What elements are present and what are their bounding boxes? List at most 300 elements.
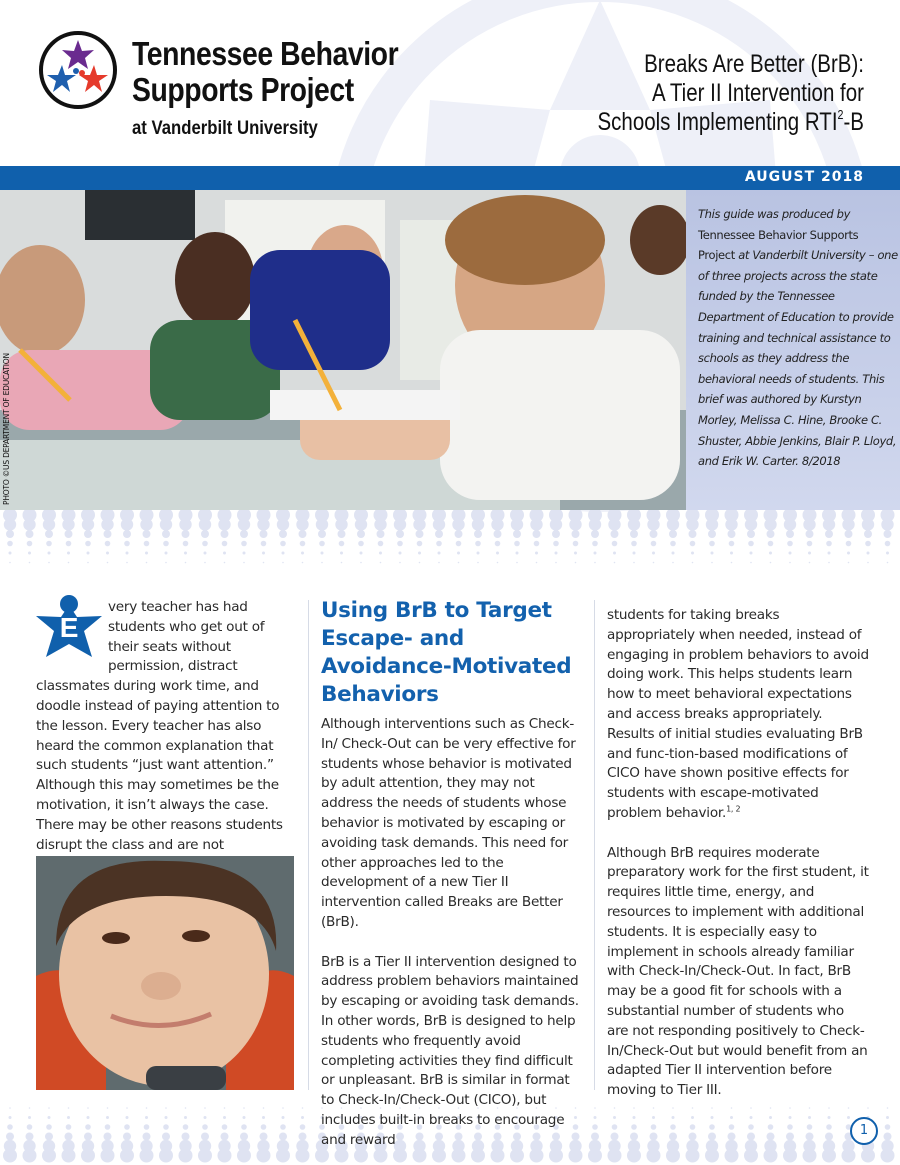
dot xyxy=(123,530,131,538)
dot xyxy=(338,530,346,538)
dot xyxy=(146,562,148,564)
dot xyxy=(885,541,891,547)
dot xyxy=(374,518,386,530)
dot xyxy=(709,541,715,547)
dot xyxy=(146,1107,148,1109)
dot xyxy=(884,1133,892,1141)
dot xyxy=(728,530,736,538)
dot xyxy=(750,552,753,555)
column-divider-1 xyxy=(308,600,309,1090)
title-line-1: Breaks Are Better (BrB): xyxy=(644,50,864,78)
dot xyxy=(355,518,367,530)
dot xyxy=(510,1149,524,1163)
dot xyxy=(787,541,793,547)
title-line-3: Schools Implementing RTI$^2$-B xyxy=(597,107,864,136)
dot xyxy=(455,530,463,538)
dot xyxy=(477,562,479,564)
about-sidebar xyxy=(686,190,900,510)
dot xyxy=(145,552,148,555)
dot xyxy=(491,1149,505,1163)
dot xyxy=(199,518,211,530)
dot xyxy=(257,518,269,530)
dot xyxy=(574,552,577,555)
dot xyxy=(553,541,559,547)
dot xyxy=(474,530,482,538)
dot xyxy=(202,541,208,547)
dot xyxy=(126,1107,128,1109)
dot xyxy=(555,552,558,555)
dot xyxy=(806,1133,814,1141)
about-line-2: Tennessee Behavior Supports xyxy=(698,227,859,242)
dot xyxy=(745,518,757,530)
dot xyxy=(3,1149,17,1163)
dot xyxy=(121,518,133,530)
dot xyxy=(789,562,791,564)
dot xyxy=(705,1149,719,1163)
dot xyxy=(182,530,190,538)
dot xyxy=(686,518,698,530)
dot xyxy=(202,1124,208,1130)
organization-name xyxy=(132,36,398,108)
dot xyxy=(280,1124,286,1130)
dot xyxy=(862,518,874,530)
dot xyxy=(789,1116,792,1119)
dot xyxy=(339,541,345,547)
dot xyxy=(452,1149,466,1163)
dot xyxy=(768,541,774,547)
dot xyxy=(162,1133,170,1141)
dot xyxy=(261,541,267,547)
dot xyxy=(612,1124,618,1130)
dot xyxy=(633,1107,635,1109)
dot xyxy=(126,1116,129,1119)
dot xyxy=(438,552,441,555)
dot xyxy=(263,1107,265,1109)
dot xyxy=(452,518,464,530)
dot xyxy=(28,1116,31,1119)
organization-logo xyxy=(38,30,118,110)
dot xyxy=(394,518,406,530)
dot xyxy=(435,530,443,538)
paragraph: Although interventions such as Check-In/ Check-Out can be very effective for students whose behavior is motivated by adult attention, they may not address the needs of students whose behavior is motivated by escaping or avoiding task demands. This need for other approaches led to the development of a new Tier II intervention called Breaks are Better (BrB). xyxy=(321,716,576,930)
dot xyxy=(613,552,616,555)
dot xyxy=(29,562,31,564)
dot xyxy=(140,1149,154,1163)
dot xyxy=(282,552,285,555)
dot xyxy=(238,518,250,530)
dot xyxy=(669,1133,677,1141)
dot xyxy=(84,530,92,538)
dot xyxy=(276,1149,290,1163)
dot xyxy=(728,1133,736,1141)
dot xyxy=(652,1116,655,1119)
dot xyxy=(630,1133,638,1141)
dot xyxy=(277,518,289,530)
dot xyxy=(243,552,246,555)
dot xyxy=(377,530,385,538)
dot xyxy=(729,1124,735,1130)
about-body: – one of three projects across the state funded by the Tennessee Department of Education to provide training and technical assistance to schools as they address the behavioral needs of students. This brief was authored by Kurstyn Morley, Melissa C. Hine, Brooke C. Shuster, Abbie Jenkins, Blair P. Lloyd, and Erik W. Carter. 8/2018 xyxy=(698,248,898,469)
dot xyxy=(165,562,167,564)
dot xyxy=(591,530,599,538)
dot xyxy=(360,552,363,555)
dot xyxy=(85,541,91,547)
dot xyxy=(477,552,480,555)
dot xyxy=(881,518,893,530)
dot xyxy=(497,562,499,564)
dot xyxy=(475,541,481,547)
dot xyxy=(218,1149,232,1163)
dot xyxy=(886,1116,889,1119)
dot xyxy=(748,1124,754,1130)
dot xyxy=(262,1116,265,1119)
dot xyxy=(711,552,714,555)
dot-pattern-top xyxy=(0,510,900,570)
dot xyxy=(106,552,109,555)
dot xyxy=(708,1133,716,1141)
dot xyxy=(670,541,676,547)
dot xyxy=(183,1124,189,1130)
dot xyxy=(413,1149,427,1163)
dot xyxy=(124,541,130,547)
smiling-boy-photo xyxy=(36,856,294,1090)
dot xyxy=(46,1124,52,1130)
org-name-line-1: Tennessee Behavior xyxy=(132,35,399,72)
dot xyxy=(627,1149,641,1163)
dot xyxy=(417,541,423,547)
dot xyxy=(608,518,620,530)
dropcap-letter: E xyxy=(59,612,79,643)
dot xyxy=(725,1149,739,1163)
dot xyxy=(257,1149,271,1163)
dot xyxy=(101,1149,115,1163)
dot xyxy=(26,1133,34,1141)
dot xyxy=(438,562,440,564)
dot xyxy=(224,1107,226,1109)
dot xyxy=(803,518,815,530)
dot xyxy=(533,530,541,538)
dot xyxy=(633,552,636,555)
dot xyxy=(691,1116,694,1119)
dot xyxy=(807,1124,813,1130)
dot xyxy=(631,541,637,547)
dot xyxy=(845,530,853,538)
dot xyxy=(68,562,70,564)
dot xyxy=(106,1116,109,1119)
dot xyxy=(828,1116,831,1119)
dot xyxy=(633,562,635,564)
dot xyxy=(588,1149,602,1163)
dot xyxy=(263,562,265,564)
dot xyxy=(358,541,364,547)
dot xyxy=(808,1116,811,1119)
dot xyxy=(123,1133,131,1141)
dot xyxy=(750,1116,753,1119)
dot xyxy=(301,552,304,555)
dot xyxy=(672,1116,675,1119)
dot xyxy=(865,541,871,547)
dot xyxy=(881,1149,895,1163)
dot xyxy=(218,518,230,530)
dot xyxy=(81,1149,95,1163)
dot xyxy=(535,552,538,555)
dot xyxy=(826,541,832,547)
dot xyxy=(184,1116,187,1119)
dot xyxy=(828,562,830,564)
dot xyxy=(569,518,581,530)
dot xyxy=(842,1149,856,1163)
dot xyxy=(179,518,191,530)
dot xyxy=(240,530,248,538)
dot xyxy=(163,541,169,547)
dot xyxy=(729,541,735,547)
main-column xyxy=(321,597,583,1151)
dot xyxy=(160,518,172,530)
dot xyxy=(319,541,325,547)
dot xyxy=(867,552,870,555)
dot xyxy=(26,530,34,538)
dot xyxy=(302,1107,304,1109)
dot xyxy=(62,1149,76,1163)
dot xyxy=(221,1133,229,1141)
dot xyxy=(496,552,499,555)
page-number: 1 xyxy=(850,1117,878,1145)
dot xyxy=(222,541,228,547)
dot xyxy=(612,541,618,547)
dot xyxy=(240,1133,248,1141)
dot xyxy=(416,530,424,538)
dot xyxy=(87,552,90,555)
dot xyxy=(842,518,854,530)
dot xyxy=(458,562,460,564)
dot xyxy=(279,1133,287,1141)
dot xyxy=(143,1133,151,1141)
paragraph: BrB is a Tier II intervention designed to address problem behaviors maintained by escaping or avoiding task demands. In other words, BrB is designed to help students who frequently avoid completing activities they find difficult or unpleasant. BrB is similar in format to Check-In/Check-Out (CICO), but includes built-in breaks to encourage and reward xyxy=(321,953,579,1148)
dot xyxy=(140,518,152,530)
dot xyxy=(711,1116,714,1119)
dot xyxy=(65,530,73,538)
dot xyxy=(9,1107,11,1109)
smiling-boy-illustration xyxy=(36,856,294,1090)
organization-subtitle: at Vanderbilt University xyxy=(132,118,318,139)
dot xyxy=(690,1124,696,1130)
dot xyxy=(848,1107,850,1109)
dot xyxy=(711,1107,713,1109)
dot xyxy=(828,1107,830,1109)
dot xyxy=(887,562,889,564)
document-title xyxy=(598,50,864,137)
dot xyxy=(672,562,674,564)
dot xyxy=(614,1107,616,1109)
dot xyxy=(592,1124,598,1130)
dot xyxy=(282,1107,284,1109)
dot xyxy=(23,1149,37,1163)
dot xyxy=(237,1149,251,1163)
dot xyxy=(806,530,814,538)
dot xyxy=(126,562,128,564)
dot xyxy=(396,530,404,538)
dot xyxy=(886,552,889,555)
dot xyxy=(104,1133,112,1141)
dot xyxy=(7,1124,13,1130)
dot xyxy=(511,518,523,530)
dot xyxy=(241,1124,247,1130)
dot xyxy=(709,1124,715,1130)
dot xyxy=(731,1107,733,1109)
dot xyxy=(456,541,462,547)
dot xyxy=(419,562,421,564)
dot xyxy=(241,541,247,547)
dot xyxy=(183,541,189,547)
dot xyxy=(667,518,679,530)
dot xyxy=(530,518,542,530)
dot xyxy=(280,541,286,547)
dot xyxy=(300,1124,306,1130)
dot xyxy=(399,562,401,564)
dot xyxy=(692,1107,694,1109)
dot xyxy=(768,1124,774,1130)
dot xyxy=(45,1133,53,1141)
dot xyxy=(7,541,13,547)
dot xyxy=(340,552,343,555)
dot xyxy=(315,1149,329,1163)
title-line-2: A Tier II Intervention for xyxy=(652,79,864,107)
dot xyxy=(6,530,14,538)
dot xyxy=(807,541,813,547)
dot xyxy=(767,530,775,538)
dot xyxy=(706,518,718,530)
dot xyxy=(534,541,540,547)
dot xyxy=(731,562,733,564)
dot xyxy=(613,1116,616,1119)
dot xyxy=(198,1149,212,1163)
dot xyxy=(825,1133,833,1141)
publication-date: AUGUST 2018 xyxy=(744,169,864,185)
dot xyxy=(887,1107,889,1109)
dot xyxy=(747,530,755,538)
dot xyxy=(750,1107,752,1109)
dot xyxy=(653,562,655,564)
dot xyxy=(770,562,772,564)
dot xyxy=(867,562,869,564)
dot xyxy=(867,1107,869,1109)
dot xyxy=(360,562,362,564)
dot xyxy=(848,562,850,564)
dot xyxy=(222,1124,228,1130)
dot xyxy=(491,518,503,530)
dot xyxy=(569,1149,583,1163)
dot xyxy=(611,1133,619,1141)
dot xyxy=(594,562,596,564)
dot xyxy=(184,552,187,555)
dot xyxy=(711,562,713,564)
dot xyxy=(224,562,226,564)
dot xyxy=(516,552,519,555)
dot xyxy=(84,1133,92,1141)
dot xyxy=(48,1107,50,1109)
dot xyxy=(243,1116,246,1119)
dot xyxy=(572,530,580,538)
dot xyxy=(378,541,384,547)
dot xyxy=(165,552,168,555)
dot xyxy=(145,1116,148,1119)
dot xyxy=(884,530,892,538)
dot xyxy=(162,530,170,538)
dot xyxy=(335,518,347,530)
dot xyxy=(433,518,445,530)
dot xyxy=(513,530,521,538)
dot xyxy=(87,562,89,564)
dot xyxy=(809,1107,811,1109)
dot xyxy=(549,1149,563,1163)
dot xyxy=(608,1149,622,1163)
dot xyxy=(48,1116,51,1119)
dot xyxy=(67,1116,70,1119)
dot xyxy=(27,541,33,547)
dot xyxy=(260,530,268,538)
dot xyxy=(630,530,638,538)
dot xyxy=(494,530,502,538)
dot xyxy=(27,1124,33,1130)
dot xyxy=(204,1116,207,1119)
dot xyxy=(143,530,151,538)
dot xyxy=(107,1107,109,1109)
dot xyxy=(29,1107,31,1109)
dot xyxy=(787,1124,793,1130)
section-heading: Using BrB to Target Escape- and Avoidance-Motivated Behaviors xyxy=(321,598,572,707)
dot xyxy=(828,552,831,555)
dot xyxy=(550,518,562,530)
dot xyxy=(750,562,752,564)
classroom-photo-illustration xyxy=(0,190,686,510)
dot xyxy=(126,552,129,555)
dot xyxy=(341,562,343,564)
dot xyxy=(159,1149,173,1163)
dot xyxy=(495,541,501,547)
dot xyxy=(321,552,324,555)
dot xyxy=(809,562,811,564)
dot xyxy=(124,1124,130,1130)
dot xyxy=(260,1133,268,1141)
dot xyxy=(380,562,382,564)
dot xyxy=(9,1116,12,1119)
dot xyxy=(672,1107,674,1109)
dot xyxy=(45,530,53,538)
dot xyxy=(789,1107,791,1109)
dot xyxy=(282,562,284,564)
dot xyxy=(185,562,187,564)
dot xyxy=(651,1124,657,1130)
dot xyxy=(261,1124,267,1130)
dot xyxy=(516,562,518,564)
dot xyxy=(120,1149,134,1163)
dot xyxy=(107,562,109,564)
dot xyxy=(652,552,655,555)
dot xyxy=(592,541,598,547)
dot xyxy=(457,552,460,555)
dot xyxy=(594,1116,597,1119)
dot xyxy=(66,1124,72,1130)
dot xyxy=(748,541,754,547)
dot xyxy=(670,1124,676,1130)
dot xyxy=(296,1149,310,1163)
dot xyxy=(650,1133,658,1141)
dot xyxy=(68,1107,70,1109)
dropcap-star xyxy=(34,595,104,659)
dot xyxy=(767,1133,775,1141)
dot xyxy=(589,518,601,530)
dot xyxy=(179,1149,193,1163)
